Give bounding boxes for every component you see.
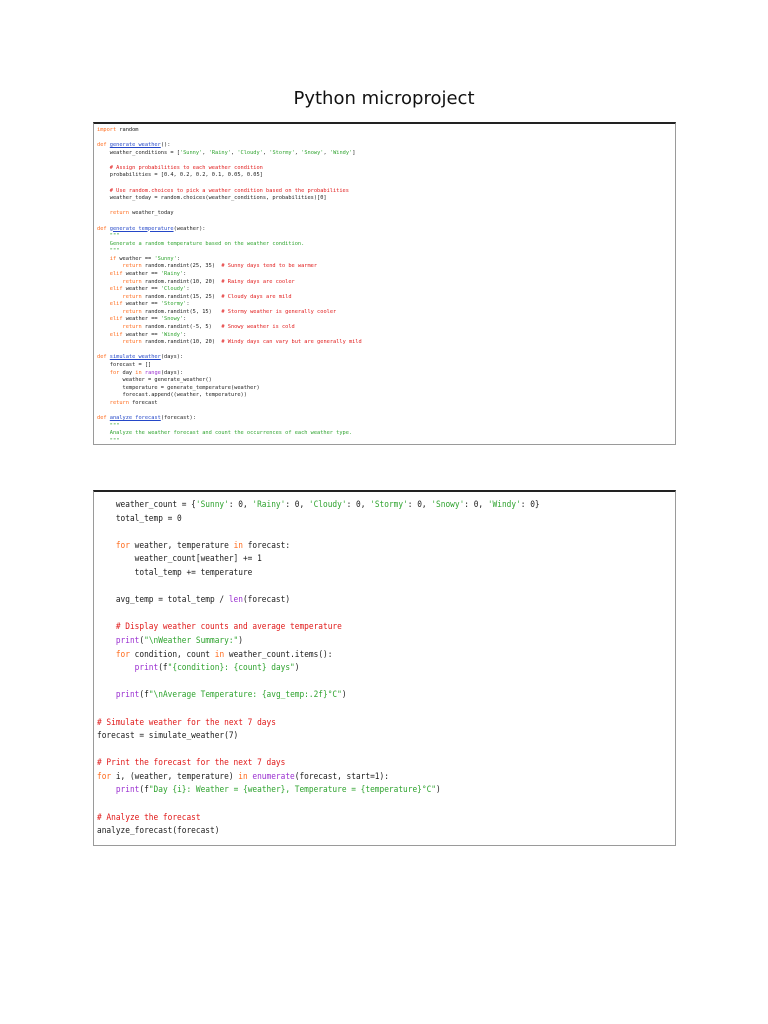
code-token: 'Sunny' <box>179 149 203 156</box>
code-token <box>97 316 110 322</box>
code-token: (f <box>158 663 168 674</box>
code-token: (forecast): <box>160 414 196 421</box>
code-token: day <box>119 369 136 376</box>
code-token: random <box>116 127 139 133</box>
code-token: , <box>323 149 330 156</box>
code-token: return <box>122 324 142 331</box>
code-token: temperature = generate_temperature(weather) <box>97 384 260 391</box>
code-line <box>97 172 362 180</box>
code-line <box>97 377 362 385</box>
code-token: return <box>122 278 142 285</box>
code-block-1 <box>97 127 362 445</box>
code-token: """ <box>97 248 120 255</box>
code-token <box>97 339 123 345</box>
code-token <box>97 650 116 660</box>
code-token: ) <box>436 785 441 796</box>
code-token: (): <box>160 142 171 149</box>
code-token: (f <box>139 785 149 796</box>
code-line <box>97 301 362 309</box>
code-token: 'Stormy' <box>269 149 295 156</box>
code-token: # Rainy days are cooler <box>221 278 295 285</box>
code-token: (forecast, start=1): <box>294 771 389 782</box>
code-token: print <box>115 690 140 701</box>
code-token: ( <box>139 635 145 646</box>
code-token: 'Snowy' <box>301 149 324 156</box>
code-token: elif <box>109 286 123 293</box>
code-token: 'Sunny' <box>154 255 177 262</box>
code-line <box>97 621 540 635</box>
code-token: # Stormy weather is generally cooler <box>221 308 337 315</box>
code-token: def <box>97 142 107 149</box>
code-token: weather_today = random.choices(weather_conditions, probabilities)[0] <box>97 195 327 202</box>
code-token: (days): <box>160 354 184 361</box>
code-line <box>97 499 540 513</box>
code-token: for <box>115 540 130 551</box>
code-token: weather = generate_weather() <box>97 377 212 384</box>
code-line <box>97 339 362 347</box>
code-line <box>97 271 362 279</box>
code-token <box>97 541 116 551</box>
code-token <box>97 690 116 700</box>
code-line <box>97 798 540 812</box>
code-token: 'Rainy' <box>208 149 231 156</box>
code-line <box>97 188 362 196</box>
code-token: in <box>233 540 243 551</box>
code-line <box>97 415 362 423</box>
code-line <box>97 309 362 317</box>
code-line <box>97 825 540 839</box>
code-token: : 0, <box>285 500 309 510</box>
code-token <box>97 309 123 315</box>
code-line <box>97 717 540 731</box>
code-line <box>97 294 362 302</box>
code-token: 'Cloudy' <box>237 149 263 156</box>
code-token: return <box>122 293 142 300</box>
code-token: weather == <box>122 331 161 338</box>
code-token: ] <box>352 149 356 156</box>
code-token <box>97 400 110 406</box>
code-line <box>97 316 362 324</box>
code-token: : 0, <box>464 500 488 510</box>
code-token: if <box>109 255 117 262</box>
code-line <box>97 703 540 717</box>
code-line <box>97 438 362 445</box>
code-token: elif <box>109 331 123 338</box>
code-token: def <box>97 414 107 421</box>
code-token: random.randint(5, 15) <box>141 308 222 315</box>
code-token: weather == <box>116 255 155 262</box>
code-token <box>97 324 123 330</box>
code-token: """ <box>97 437 120 444</box>
code-token: weather_conditions = [ <box>97 149 180 156</box>
code-token: i, (weather, temperature) <box>111 771 239 782</box>
code-line <box>97 385 362 393</box>
code-token: import <box>97 127 117 133</box>
code-line <box>97 771 540 785</box>
code-line <box>97 362 362 370</box>
code-line <box>97 279 362 287</box>
code-token: avg_temp = total_temp / <box>97 595 229 606</box>
code-token: : 0} <box>520 500 540 510</box>
code-token <box>97 663 135 673</box>
code-line <box>97 553 540 567</box>
code-token: total_temp += temperature <box>97 567 253 578</box>
code-token: return <box>122 263 142 270</box>
code-block-2 <box>97 499 540 839</box>
code-token: forecast = simulate_weather(7) <box>97 731 239 742</box>
code-token: for <box>97 771 112 782</box>
code-token: weather_count.items(): <box>224 649 333 660</box>
code-line <box>97 757 540 771</box>
code-token: random.randint(10, 20) <box>141 278 222 285</box>
code-line <box>97 324 362 332</box>
code-token: elif <box>109 316 123 323</box>
code-token: forecast: <box>242 540 291 551</box>
code-token: forecast <box>128 399 158 406</box>
code-line <box>97 513 540 527</box>
code-token: weather == <box>122 316 161 323</box>
code-token: , <box>202 149 209 156</box>
code-token <box>97 210 110 216</box>
code-token: forecast.append((weather, temperature)) <box>97 392 247 399</box>
code-token: forecast = [] <box>97 361 152 368</box>
code-token: weather_today <box>128 210 174 217</box>
code-token <box>97 256 110 262</box>
code-token: weather == <box>122 286 161 293</box>
code-token: (weather): <box>173 225 206 232</box>
code-token: : 0, <box>228 500 253 510</box>
code-token: elif <box>109 270 123 277</box>
code-line <box>97 423 362 431</box>
code-token: return <box>109 399 129 406</box>
code-token <box>97 332 110 338</box>
code-token: 'Snowy' <box>431 500 465 510</box>
code-token: def <box>97 225 107 232</box>
code-token: 'Rainy' <box>160 270 184 277</box>
code-token: : 0, <box>407 500 432 510</box>
code-token: analyze_forecast <box>109 414 161 421</box>
code-token: in <box>214 649 225 660</box>
code-token: weather, temperature <box>129 540 234 551</box>
code-line <box>97 127 362 135</box>
code-token: print <box>115 785 140 796</box>
code-line <box>97 594 540 608</box>
code-token: ) <box>238 635 243 646</box>
code-token: """ <box>97 233 120 240</box>
code-token: in <box>135 369 142 376</box>
code-token: # Cloudy days are mild <box>221 293 292 300</box>
code-token: simulate_weather <box>109 354 161 361</box>
code-token: # Display weather counts and average temperature <box>97 622 342 633</box>
code-token: for <box>115 649 130 660</box>
code-token: : <box>183 316 187 323</box>
code-token: 'Stormy' <box>160 301 187 308</box>
code-line <box>97 540 540 554</box>
code-token: return <box>109 210 129 217</box>
code-token: # Use random.choices to pick a weather condition based on the probabilities <box>97 187 349 194</box>
code-line <box>97 226 362 234</box>
code-line <box>97 332 362 340</box>
code-line <box>97 157 362 165</box>
code-token: ) <box>341 690 347 701</box>
code-line <box>97 689 540 703</box>
code-token: # Simulate weather for the next 7 days <box>97 717 276 728</box>
code-token: total_temp = 0 <box>97 513 182 524</box>
code-line <box>97 635 540 649</box>
code-token <box>97 263 123 269</box>
code-line <box>97 730 540 744</box>
code-token: return <box>122 308 142 315</box>
code-token <box>97 785 116 795</box>
code-token: range <box>144 369 161 376</box>
code-token: Generate a random temperature based on the weather condition. <box>97 240 305 247</box>
code-token: : <box>183 270 187 277</box>
code-token: # Analyze the forecast <box>97 812 201 823</box>
code-token: print <box>134 663 159 674</box>
code-token: "{condition}: {count} days" <box>167 663 295 674</box>
code-line <box>97 581 540 595</box>
code-line <box>97 354 362 362</box>
code-line <box>97 812 540 826</box>
code-token <box>97 271 110 277</box>
code-token: ) <box>294 663 300 674</box>
code-token: # Sunny days tend to be warmer <box>221 263 318 270</box>
code-token <box>97 286 110 292</box>
code-token: 'Windy' <box>487 500 521 510</box>
code-line <box>97 263 362 271</box>
code-token: # Snowy weather is cold <box>221 324 295 331</box>
code-token: , <box>230 149 238 156</box>
code-line <box>97 392 362 400</box>
code-token: def <box>97 354 107 361</box>
code-token: 'Windy' <box>160 331 184 338</box>
code-token: (days): <box>160 369 184 376</box>
code-token: "\nAverage Temperature: {avg_temp:.2f}°C" <box>148 690 342 701</box>
code-token: random.randint(10, 20) <box>141 339 222 346</box>
code-token: analyze_forecast(forecast) <box>97 826 220 837</box>
code-token: generate_temperature <box>109 225 174 232</box>
code-line <box>97 662 540 676</box>
code-line <box>97 203 362 211</box>
code-token: generate_weather <box>109 142 161 149</box>
code-line <box>97 567 540 581</box>
code-line <box>97 407 362 415</box>
code-line <box>97 347 362 355</box>
code-token: in <box>238 771 248 782</box>
code-token: (f <box>139 690 149 701</box>
code-line <box>97 218 362 226</box>
code-token: condition, count <box>129 649 215 660</box>
code-screenshot-2 <box>93 490 676 846</box>
code-token: len <box>228 595 243 606</box>
code-line <box>97 256 362 264</box>
code-line <box>97 430 362 438</box>
code-line <box>97 210 362 218</box>
code-token <box>97 301 110 307</box>
code-line <box>97 676 540 690</box>
code-token: 'Rainy' <box>252 500 286 510</box>
code-token: random.randint(-5, 5) <box>141 324 222 331</box>
code-token: : 0, <box>346 500 371 510</box>
code-token: 'Cloudy' <box>308 500 347 510</box>
code-token: "\nWeather Summary:" <box>144 635 239 646</box>
code-token: probabilities = [0.4, 0.2, 0.2, 0.1, 0.05, 0.05] <box>97 172 263 179</box>
code-token: Analyze the weather forecast and count the occurrences of each weather type. <box>97 430 353 437</box>
code-line <box>97 400 362 408</box>
code-line <box>97 370 362 378</box>
code-screenshot-1 <box>93 122 676 445</box>
code-line <box>97 195 362 203</box>
code-token: # Print the forecast for the next 7 days <box>97 758 286 769</box>
code-line <box>97 744 540 758</box>
code-line <box>97 142 362 150</box>
code-token: weather_count[weather] += 1 <box>97 554 262 565</box>
code-line <box>97 784 540 798</box>
code-token: "Day {i}: Weather = {weather}, Temperature = {temperature}°C" <box>148 785 437 796</box>
code-token: , <box>294 149 302 156</box>
code-token: : <box>183 331 187 338</box>
code-token <box>97 370 110 376</box>
code-token: 'Cloudy' <box>160 286 187 293</box>
code-line <box>97 286 362 294</box>
code-token: print <box>115 635 140 646</box>
code-token: # Windy days can vary but are generally mild <box>221 339 362 346</box>
code-token: for <box>109 369 120 376</box>
code-line <box>97 526 540 540</box>
code-token: random.randint(15, 25) <box>141 293 222 300</box>
code-token: return <box>122 339 142 346</box>
code-token <box>97 294 123 300</box>
code-token: : <box>186 301 190 308</box>
code-token <box>97 636 116 646</box>
code-line <box>97 608 540 622</box>
code-line <box>97 135 362 143</box>
code-token: : <box>176 255 180 262</box>
code-token: (forecast) <box>242 595 291 606</box>
code-token: weather_count = { <box>97 500 196 510</box>
code-line <box>97 649 540 663</box>
code-token: """ <box>97 422 120 429</box>
code-line <box>97 248 362 256</box>
code-line <box>97 233 362 241</box>
code-token: weather == <box>122 270 161 277</box>
code-line <box>97 241 362 249</box>
code-token: 'Snowy' <box>160 316 184 323</box>
code-line <box>97 165 362 173</box>
code-token <box>97 279 123 285</box>
code-token: elif <box>109 301 123 308</box>
code-token: # Assign probabilities to each weather condition <box>97 164 263 171</box>
page-title: Python microproject <box>293 88 475 109</box>
code-line <box>97 150 362 158</box>
code-token: : <box>186 286 190 293</box>
code-token: 'Stormy' <box>370 500 408 510</box>
code-token: , <box>262 149 270 156</box>
code-token: 'Sunny' <box>195 500 229 510</box>
code-token: weather == <box>122 301 161 308</box>
code-token: enumerate <box>252 771 295 782</box>
code-token: 'Windy' <box>329 149 353 156</box>
code-token: random.randint(25, 35) <box>141 263 222 270</box>
code-line <box>97 180 362 188</box>
